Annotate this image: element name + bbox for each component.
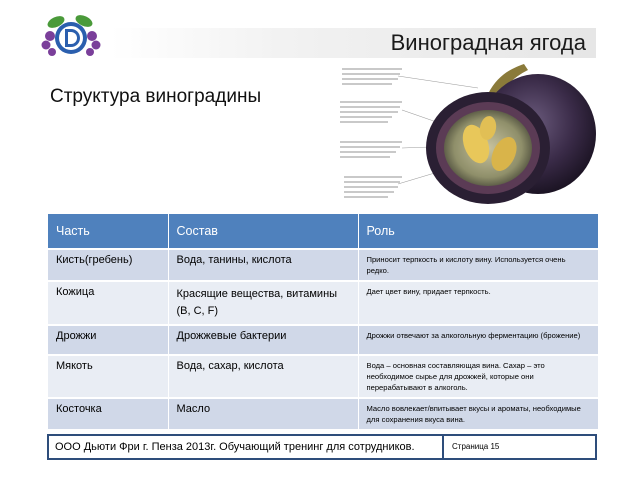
table-row [48,398,598,429]
cell-part: Дрожжи [48,325,168,355]
table-header-row [48,214,598,249]
header-part: Часть [48,214,168,249]
header-role: Роль [358,214,598,249]
slide-subtitle: Структура виноградины [50,86,262,107]
table-row [48,325,598,355]
cell-composition: Масло [168,398,358,429]
table-row [48,355,598,398]
page-number: Страница 15 [452,442,500,451]
cell-role: Дрожжи отвечают за алкогольную ферментацию (брожение) [358,325,598,355]
cell-composition: Красящие вещества, витамины (B, C, F) [168,281,358,325]
company-logo [38,12,104,60]
slide-title: Виноградная ягода [390,30,586,55]
cell-part: Кисть(гребень) [48,249,168,281]
cell-part: Косточка [48,398,168,429]
header-composition: Состав [168,214,358,249]
cell-part: Мякоть [48,355,168,398]
table-row [48,281,598,325]
cell-role: Вода – основная составляющая вина. Сахар – это необходимое сырье для дрожжей, которые они перерабатывают в алкоголь. [358,355,598,398]
cell-role: Масло вовлекает/впитывает вкусы и ароматы, необходимые для сохранения вкуса вина. [358,398,598,429]
grape-structure-table [48,214,599,429]
cell-role: Приносит терпкость и кислоту вину. Используется очень редко. [358,249,598,281]
cell-composition: Вода, сахар, кислота [168,355,358,398]
table-row [48,249,598,281]
footer [47,434,597,460]
grape-cross-section-illustration [338,64,600,212]
footer-text: ООО Дьюти Фри г. Пенза 2013г. Обучающий тренинг для сотрудников. [49,436,444,458]
title-bar [110,28,596,58]
cell-part: Кожица [48,281,168,325]
cell-composition: Вода, танины, кислота [168,249,358,281]
cell-role: Дает цвет вину, придает терпкость. [358,281,598,325]
cell-composition: Дрожжевые бактерии [168,325,358,355]
